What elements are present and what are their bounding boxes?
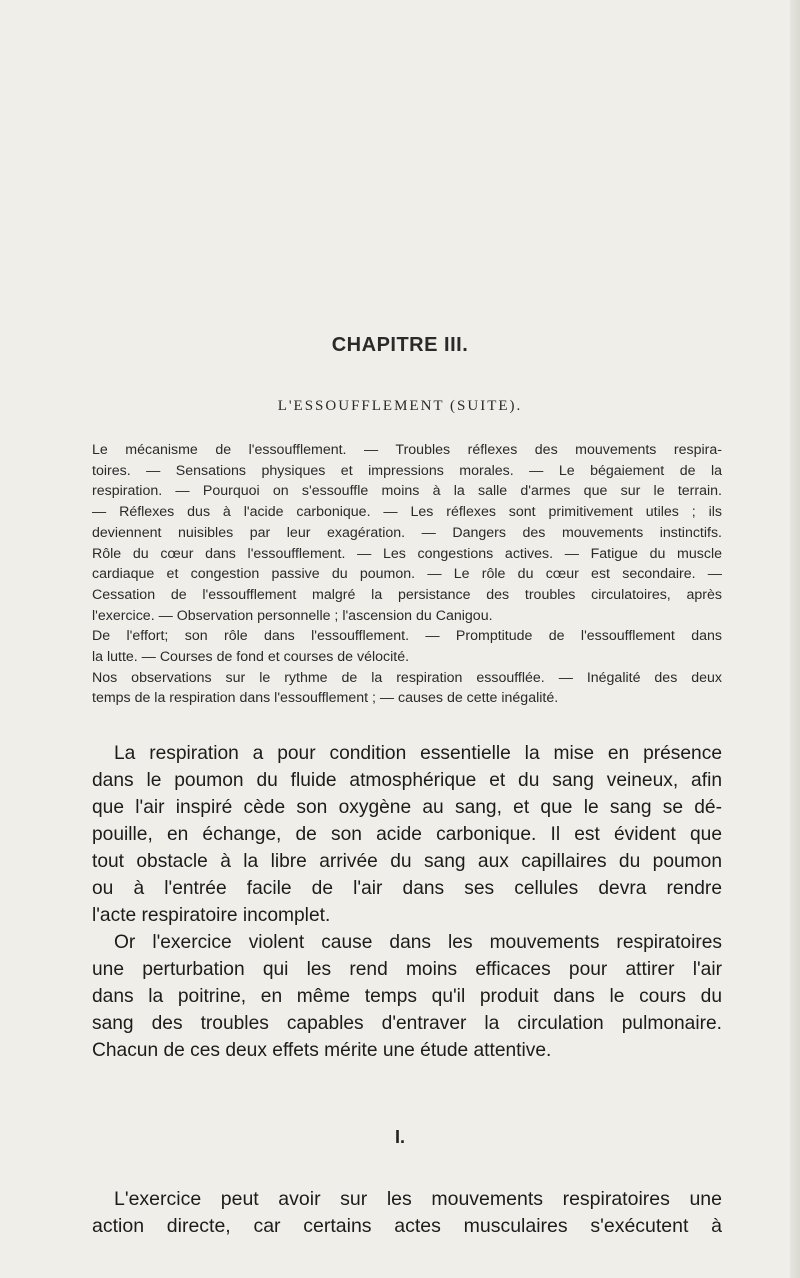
section-numeral: I. bbox=[394, 1127, 405, 1147]
summary-line: Le mécanisme de l'essoufflement. — Troubles réflexes des mouvements respira- bbox=[92, 442, 722, 458]
summary-line: toires. — Sensations physiques et impressions morales. — Le bégaiement de la bbox=[92, 462, 722, 479]
chapter-title: CHAPITRE III. bbox=[331, 334, 469, 356]
body-line: que l'air inspiré cède son oxygène au sang, et que le sang se dé- bbox=[92, 797, 722, 818]
body-line: Or l'exercice violent cause dans les mouvements respiratoires bbox=[114, 932, 722, 953]
closing-line: L'exercice peut avoir sur les mouvements respiratoires une bbox=[114, 1188, 722, 1210]
summary-line: l'exercice. — Observation personnelle ; l'ascension du Canigou. bbox=[92, 607, 493, 624]
body-line: pouille, en échange, de son acide carbonique. Il est évident que bbox=[92, 824, 722, 845]
summary-line: deviennent nuisibles par leur exagération. — Dangers des mouvements instinctifs. bbox=[92, 524, 722, 541]
body-line: La respiration a pour condition essentielle la mise en présence bbox=[114, 743, 722, 764]
summary-line: De l'effort; son rôle dans l'essoufflement. — Promptitude de l'essoufflement dans bbox=[92, 628, 722, 645]
closing-line: action directe, car certains actes musculaires s'exécutent à bbox=[92, 1215, 722, 1237]
body-paragraphs bbox=[92, 740, 722, 1064]
chapter-summary bbox=[92, 440, 722, 709]
body-line: dans le poumon du fluide atmosphérique et du sang veineux, afin bbox=[92, 770, 722, 791]
summary-line: la lutte. — Courses de fond et courses de vélocité. bbox=[92, 649, 410, 666]
section-title: L'ESSOUFFLEMENT (SUITE). bbox=[277, 398, 523, 414]
summary-line: temps de la respiration dans l'essoufflement ; — causes de cette inégalité. bbox=[92, 690, 559, 707]
closing-paragraph bbox=[92, 1186, 722, 1240]
summary-line: — Réflexes dus à l'acide carbonique. — Les réflexes sont primitivement utiles ; ils bbox=[92, 504, 722, 521]
body-line: dans la poitrine, en même temps qu'il produit dans le cours du bbox=[92, 986, 722, 1007]
summary-line: respiration. — Pourquoi on s'essouffle moins à la salle d'armes que sur le terrain. bbox=[92, 483, 722, 500]
summary-line: Nos observations sur le rythme de la respiration essoufflée. — Inégalité des deux bbox=[92, 669, 722, 686]
summary-line: Cessation de l'essoufflement malgré la persistance des troubles circulatoires, après bbox=[92, 586, 722, 603]
body-line: ou à l'entrée facile de l'air dans ses cellules devra rendre bbox=[92, 878, 722, 899]
body-line: Chacun de ces deux effets mérite une étude attentive. bbox=[92, 1040, 552, 1061]
body-line: tout obstacle à la libre arrivée du sang aux capillaires du poumon bbox=[92, 851, 722, 872]
summary-line: Rôle du cœur dans l'essoufflement. — Les congestions actives. — Fatigue du muscle bbox=[92, 545, 722, 562]
body-line: sang des troubles capables d'entraver la circulation pulmonaire. bbox=[92, 1013, 722, 1034]
page-edge-shadow bbox=[790, 0, 800, 1278]
body-line: une perturbation qui les rend moins efficaces pour attirer l'air bbox=[92, 959, 722, 980]
body-line: l'acte respiratoire incomplet. bbox=[92, 905, 331, 926]
summary-line: cardiaque et congestion passive du poumon. — Le rôle du cœur est secondaire. — bbox=[92, 566, 722, 583]
